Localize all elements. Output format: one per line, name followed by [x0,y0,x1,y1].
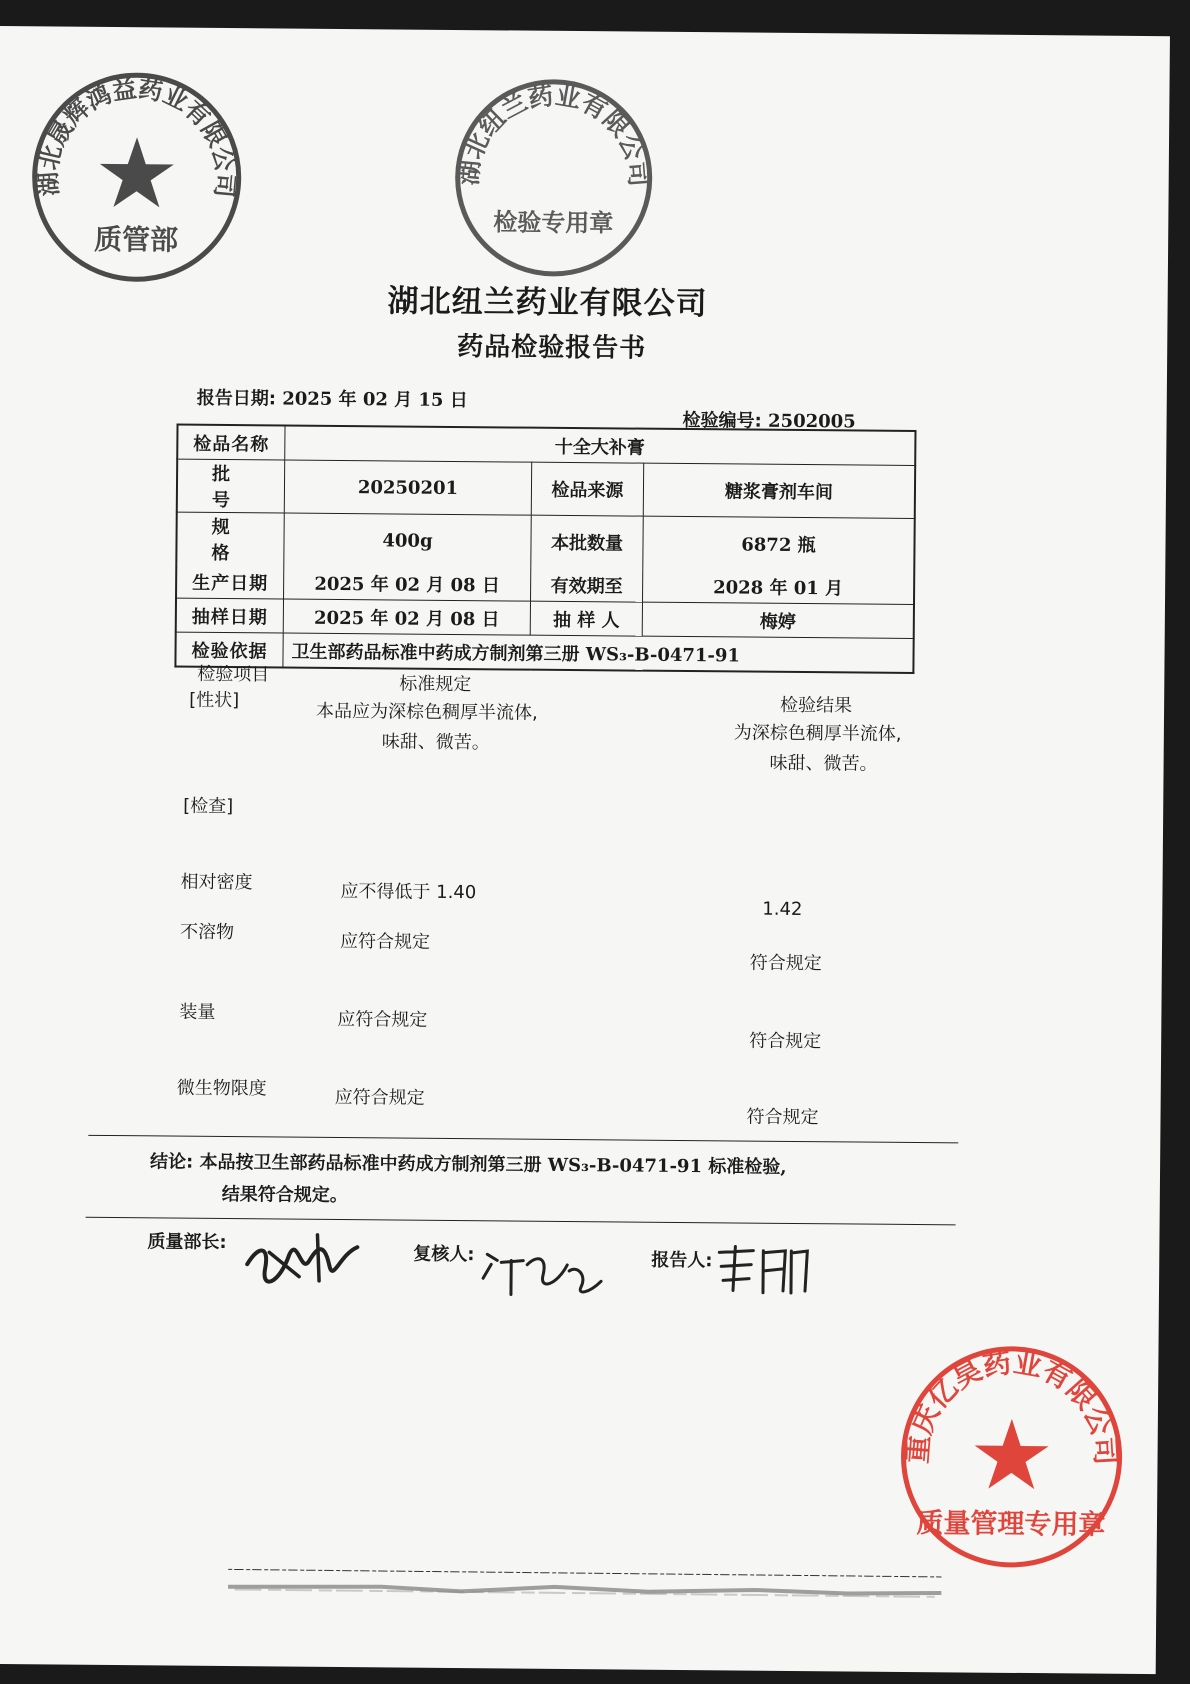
batch-label: 批 号 [177,459,285,513]
basis-label: 检验依据 [175,632,283,667]
check-standard-density: 应不得低于 1.40 [340,881,477,904]
checks-label: [检查] [183,795,234,818]
spec-label: 规 格 [176,512,284,565]
conclusion-line2: 结果符合规定。 [221,1183,348,1207]
qa-department-stamp [26,66,248,288]
check-standard-fill: 应符合规定 [337,1008,428,1031]
column-item: 检验项目 [197,663,270,686]
check-item-insoluble: 不溶物 [180,921,235,944]
properties-result-line2: 味甜、微苦。 [769,752,878,775]
svg-text:检验专用章: 检验专用章 [493,208,614,238]
batch-number: 20250201 [284,460,531,515]
check-result-microbial: 符合规定 [746,1106,819,1129]
properties-standard-line1: 本品应为深棕色稠厚半流体, [315,700,538,724]
svg-text:重庆亿昊药业有限公司: 重庆亿昊药业有限公司 [900,1345,1123,1467]
report-page [0,26,1170,1674]
reviewer-label: 复核人: [413,1243,475,1266]
svg-text:质管部: 质管部 [93,222,179,257]
check-result-density: 1.42 [762,898,803,921]
star-icon [99,137,174,208]
report-date [197,384,468,412]
document-title: 药品检验报告书 [457,332,647,364]
inspection-number-value: 2502005 [767,410,856,433]
expiry-label: 有效期至 [531,568,643,602]
star-icon [974,1419,1049,1490]
manufacture-date: 2025 年 02 月 08 日 [284,565,531,601]
quantity-label: 本批数量 [531,515,643,568]
check-item-fill: 装量 [179,1001,216,1023]
sampling-date: 2025 年 02 月 08 日 [283,599,530,635]
conclusion-line1: 本品按卫生部药品标准中药成方制剂第三册 WS₃-B-0471-91 标准检验, [199,1151,787,1178]
divider-line [88,1135,958,1144]
sample-source: 糖浆膏剂车间 [643,463,915,518]
qa-head-label: 质量部长: [147,1231,227,1254]
properties-standard-line2: 味甜、微苦。 [381,731,490,754]
reporter-label: 报告人: [651,1249,713,1272]
qa-head-signature [239,1224,370,1295]
company-name: 湖北纽兰药业有限公司 [387,283,708,323]
divider-line [86,1217,956,1226]
properties-result-line1: 为深棕色稠厚半流体, [733,722,902,745]
report-date-value: 2025 年 02 月 15 日 [282,388,468,412]
reviewer-signature [477,1234,608,1305]
expiry-date: 2028 年 01 月 [642,569,914,605]
specification: 400g [284,513,531,568]
column-standard: 标准规定 [399,673,472,696]
svg-text:湖北纽兰药业有限公司: 湖北纽兰药业有限公司 [453,80,654,188]
quality-management-stamp [895,1340,1129,1574]
check-item-microbial: 微生物限度 [176,1077,267,1100]
column-result: 检验结果 [780,694,853,717]
check-result-insoluble: 符合规定 [749,952,822,975]
svg-text:质量管理专用章: 质量管理专用章 [916,1508,1106,1541]
properties-label: [性状] [189,689,240,712]
svg-text:湖北晟辉鸿益药业有限公司: 湖北晟辉鸿益药业有限公司 [34,74,240,199]
table-row [175,632,913,673]
table-row [176,512,914,571]
inspection-basis: 卫生部药品标准中药成方制剂第三册 WS₃-B-0471-91 [283,633,914,673]
source-label: 检品来源 [531,462,643,516]
check-standard-insoluble: 应符合规定 [339,931,431,953]
report-date-label: 报告日期: [196,387,277,410]
check-item-density: 相对密度 [180,871,253,894]
sampler-label: 抽 样 人 [530,601,642,636]
product-name: 十全大补膏 [285,426,916,466]
inspection-number-label: 检验编号: [682,409,762,432]
sampler-name: 梅婷 [642,602,914,638]
manufacture-date-label: 生产日期 [176,565,284,599]
sampling-date-label: 抽样日期 [176,598,284,633]
reporter-signature [713,1240,814,1301]
inspection-stamp [448,72,660,284]
name-label: 检品名称 [177,425,285,460]
product-info-table [174,424,916,674]
table-row [177,459,915,518]
batch-quantity: 6872 瓶 [643,516,915,571]
check-result-fill: 符合规定 [749,1030,822,1053]
conclusion-label: 结论: [150,1151,194,1173]
check-standard-microbial: 应符合规定 [334,1086,425,1109]
conclusion [150,1147,787,1179]
